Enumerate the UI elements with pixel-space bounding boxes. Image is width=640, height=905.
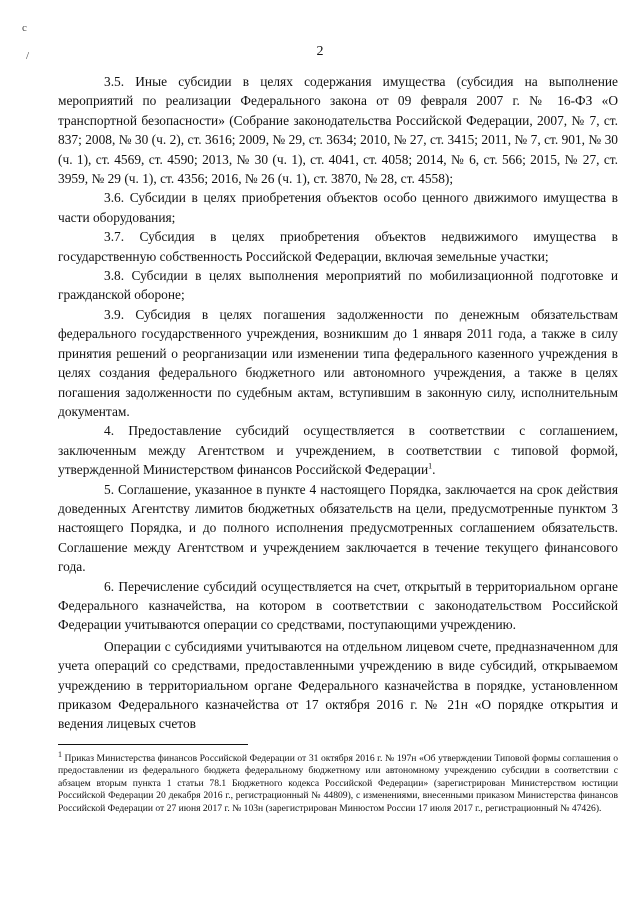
margin-mark: /	[26, 50, 30, 62]
footnote-reference[interactable]: 1	[428, 461, 433, 471]
document-body	[58, 72, 618, 734]
paragraph-4-text: 4. Предоставление субсидий осуществляется в соответствии с соглашением, заключенным между Агентством и учреждением, в соответствии с типовой формой, утвержденной Министерством финансов Российской Федерации	[58, 423, 618, 478]
paragraph-3-5: 3.5. Иные субсидии в целях содержания имущества (субсидия на выполнение мероприятий по реализации Федерального закона от 09 февраля 2007 г. № 16-ФЗ «О транспортной безопасности» (Собрание законодательства Российской Федерации, 2007, № 7, ст. 837; 2008, № 30 (ч. 2), ст. 3616; 2009, № 29, ст. 3634; 2010, № 27, ст. 3415; 2011, № 7, ст. 901, № 30 (ч. 1), ст. 4569, ст. 4590; 2013, № 30 (ч. 1), ст. 4041, ст. 4058; 2014, № 6, ст. 566; 2015, № 27, ст. 3959, № 29 (ч. 1), ст. 4356; 2016, № 26 (ч. 1), ст. 3870, № 28, ст. 4558);	[58, 74, 618, 187]
page-number: 2	[316, 44, 324, 59]
footnote-marker: 1	[58, 749, 62, 759]
paragraph-6: 6. Перечисление субсидий осуществляется на счет, открытый в территориальном органе Федерального казначейства, на котором в соответствии с законодательством Российской Федерации учитываются операции со средствами, поступающими учреждению.	[58, 578, 618, 633]
footnote	[58, 749, 618, 815]
footnote-body	[58, 749, 618, 815]
paragraph-4: 4. Предоставление субсидий осуществляется в соответствии с соглашением, заключенным между Агентством и учреждением, в соответствии с типовой формой, утвержденной Министерством финансов Российской Федерации$^1$.	[58, 423, 618, 478]
paragraph-3-7: 3.7. Субсидия в целях приобретения объектов недвижимого имущества в государственную собственность Российской Федерации, включая земельные участки;	[58, 229, 618, 264]
paragraph-3-6: 3.6. Субсидии в целях приобретения объектов особо ценного движимого имущества в части оборудования;	[58, 190, 618, 225]
footnote-text: Приказ Министерства финансов Российской Федерации от 31 октября 2016 г. № 197н «Об утверждении Типовой формы соглашения о предоставлении из федерального бюджета федеральному бюджетному или автономному учреждению субсидии в соответствии с абзацем вторым пункта 1 статьи 78.1 Бюджетного кодекса Российской Федерации» (зарегистрирован Министерством юстиции Российской Федерации 20 декабря 2016 г., регистрационный № 44809), с изменениями, внесенными приказом Министерства финансов Российской Федерации от 27 июня 2017 г. № 103н (зарегистрирован Минюстом России 17 июля 2017 г., регистрационный № 47426).	[58, 753, 618, 814]
paragraph-3-8: 3.8. Субсидии в целях выполнения мероприятий по мобилизационной подготовке и гражданской обороне;	[58, 268, 618, 303]
margin-mark: с	[22, 22, 27, 34]
footnote-separator	[58, 744, 248, 745]
paragraph-3-9: 3.9. Субсидия в целях погашения задолженности по денежным обязательствам федерального государственного учреждения, возникшим до 1 января 2011 года, а также в силу принятия решений о реорганизации или изменении типа федерального казенного учреждения в целях создания федерального бюджетного или автономного учреждения, а также в целях погашения задолженности по судебным актам, вступившим в законную силу, исполнительным документам.	[58, 306, 618, 419]
paragraph-5: 5. Соглашение, указанное в пункте 4 настоящего Порядка, заключается на срок действия доведенных Агентству лимитов бюджетных обязательств на цели, предусмотренные пунктом 3 настоящего Порядка, и до полного исполнения предусмотренных соглашением обязательств. Соглашение между Агентством и учреждением заключается в течение текущего финансового года.	[58, 481, 618, 575]
paragraph-operations: Операции с субсидиями учитываются на отдельном лицевом счете, предназначенном для учета операций со средствами, предоставленными учреждению в виде субсидий, открываемом учреждению в территориальном органе Федерального казначейства в порядке, установленном приказом Федерального казначейства от 17 октября 2016 г. № 21н «О порядке открытия и ведения лицевых счетов	[58, 638, 618, 732]
